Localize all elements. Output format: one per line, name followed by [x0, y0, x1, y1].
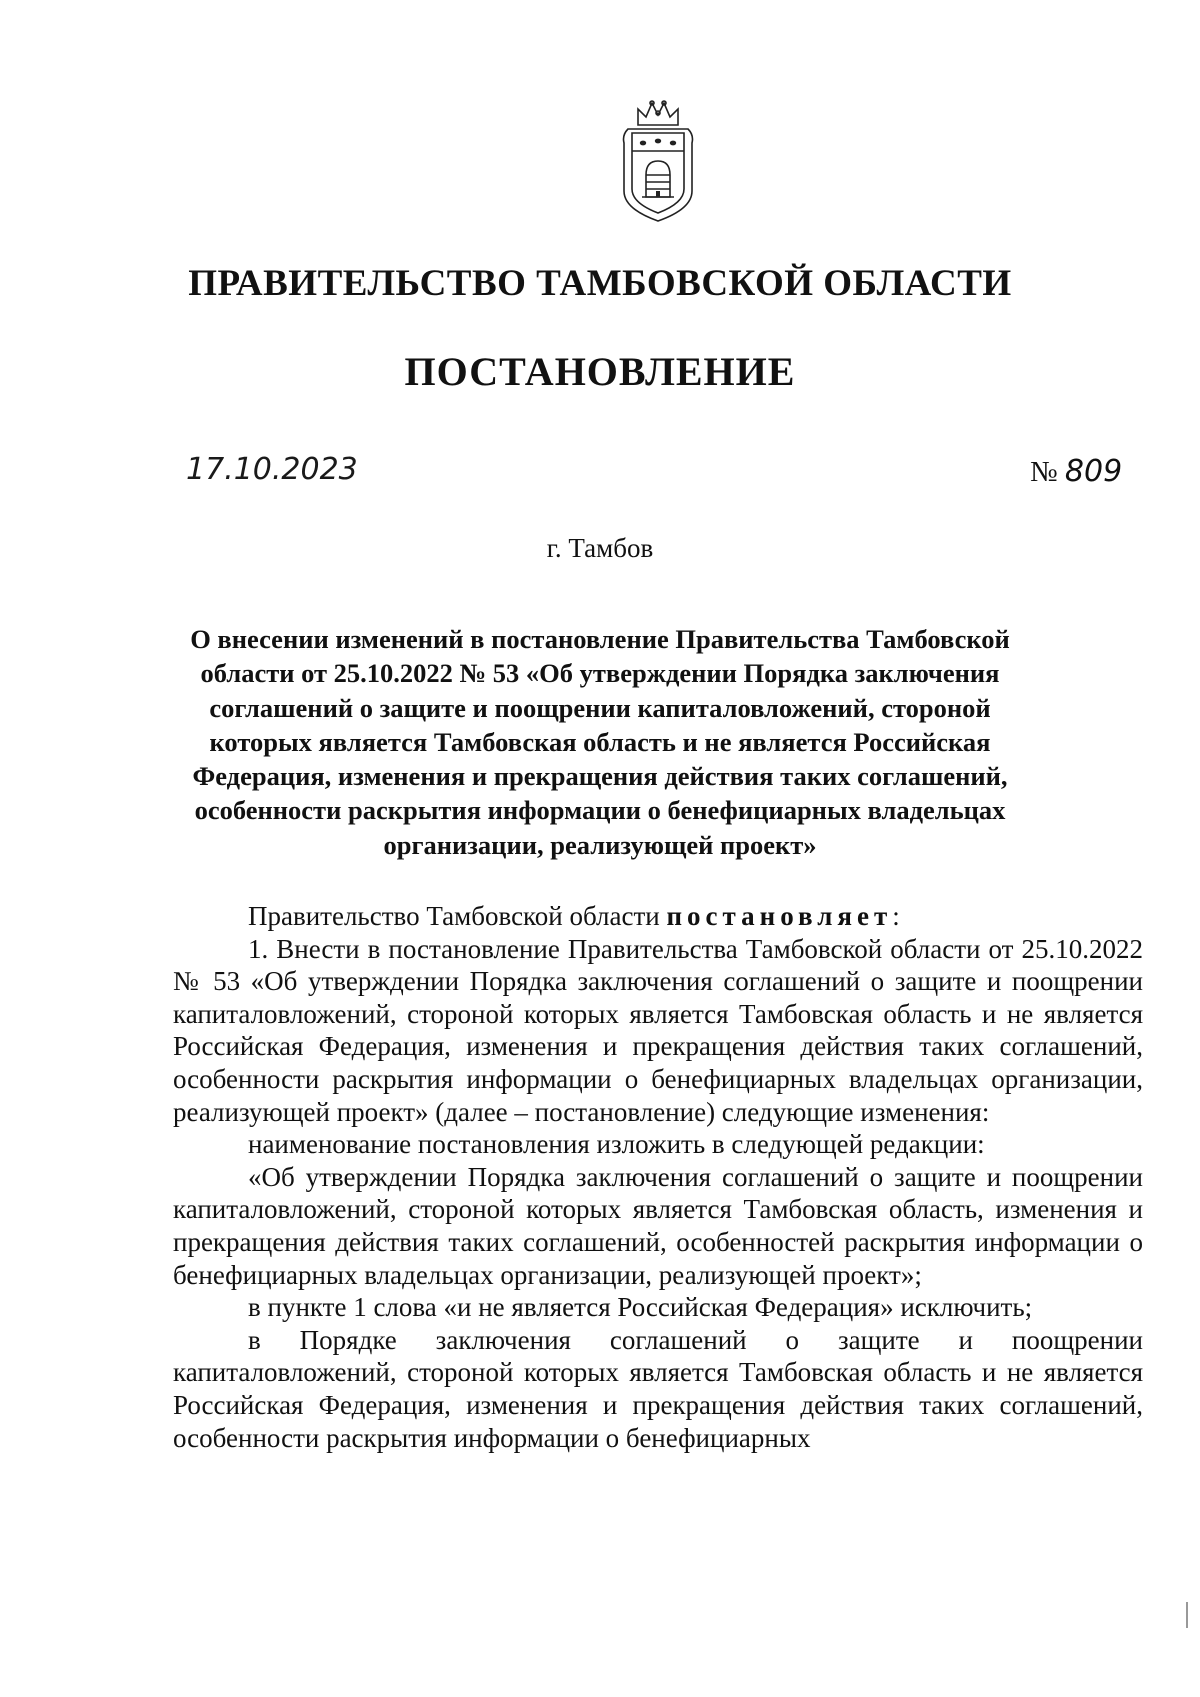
- paragraph-2: наименование постановления изложить в следующей редакции:: [248, 1129, 985, 1160]
- document-subject: О внесении изменений в постановление Правительства Тамбовской области от 25.10.2022 № 53 «Об утверждении Порядка заключения соглашений о защите и поощрении капиталовложений, стороной которых является Тамбовская область и не является Российская Федерация, изменения и прекращения действия таких соглашений, особенности раскрытия информации о бенефициарных владельцах организации, реализующей проект»: [190, 624, 1010, 860]
- government-title: ПРАВИТЕЛЬСТВО ТАМБОВСКОЙ ОБЛАСТИ: [188, 263, 1012, 304]
- number-sign: №: [1030, 456, 1058, 488]
- paragraph-5: в Порядке заключения соглашений о защите и поощрении капиталовложений, стороной которых является Тамбовская область и не является Российская Федерация, изменения и прекращения действия таких соглашений, особенности раскрытия информации о бенефициарных: [173, 1324, 1143, 1453]
- handwritten-number: 809: [1064, 454, 1123, 489]
- tambov-coat-of-arms-icon: [608, 95, 708, 225]
- handwritten-date: 17.10.2023: [186, 452, 358, 487]
- document-body: [173, 900, 1143, 1454]
- intro-lead: Правительство Тамбовской области: [248, 901, 667, 931]
- intro-spaced-keyword: постановляет: [666, 901, 893, 931]
- paragraph-1: 1. Внести в постановление Правительства Тамбовской области от 25.10.2022 № 53 «Об утверждении Порядка заключения соглашений о защите и поощрении капиталовложений, стороной которых является Тамбовская область и не является Российская Федерация, изменения и прекращения действия таких соглашений, особенности раскрытия информации о бенефициарных владельцах организации, реализующей проект» (далее – постановление) следующие изменения:: [173, 933, 1143, 1127]
- intro-colon: :: [892, 901, 900, 931]
- scan-margin-mark: [1182, 1600, 1192, 1630]
- paragraph-4: в пункте 1 слова «и не является Российская Федерация» исключить;: [248, 1292, 1033, 1323]
- resolution-intro: [173, 900, 1143, 933]
- document-type-heading: ПОСТАНОВЛЕНИЕ: [404, 349, 796, 394]
- document-number: [1030, 454, 1122, 489]
- paragraph-3: «Об утверждении Порядка заключения соглашений о защите и поощрении капиталовложений, стороной которых является Тамбовская область, изменения и прекращения действия таких соглашений, особенностей раскрытия информации о бенефициарных владельцах организации, реализующей проект»;: [173, 1161, 1143, 1290]
- city-line: г. Тамбов: [546, 533, 654, 563]
